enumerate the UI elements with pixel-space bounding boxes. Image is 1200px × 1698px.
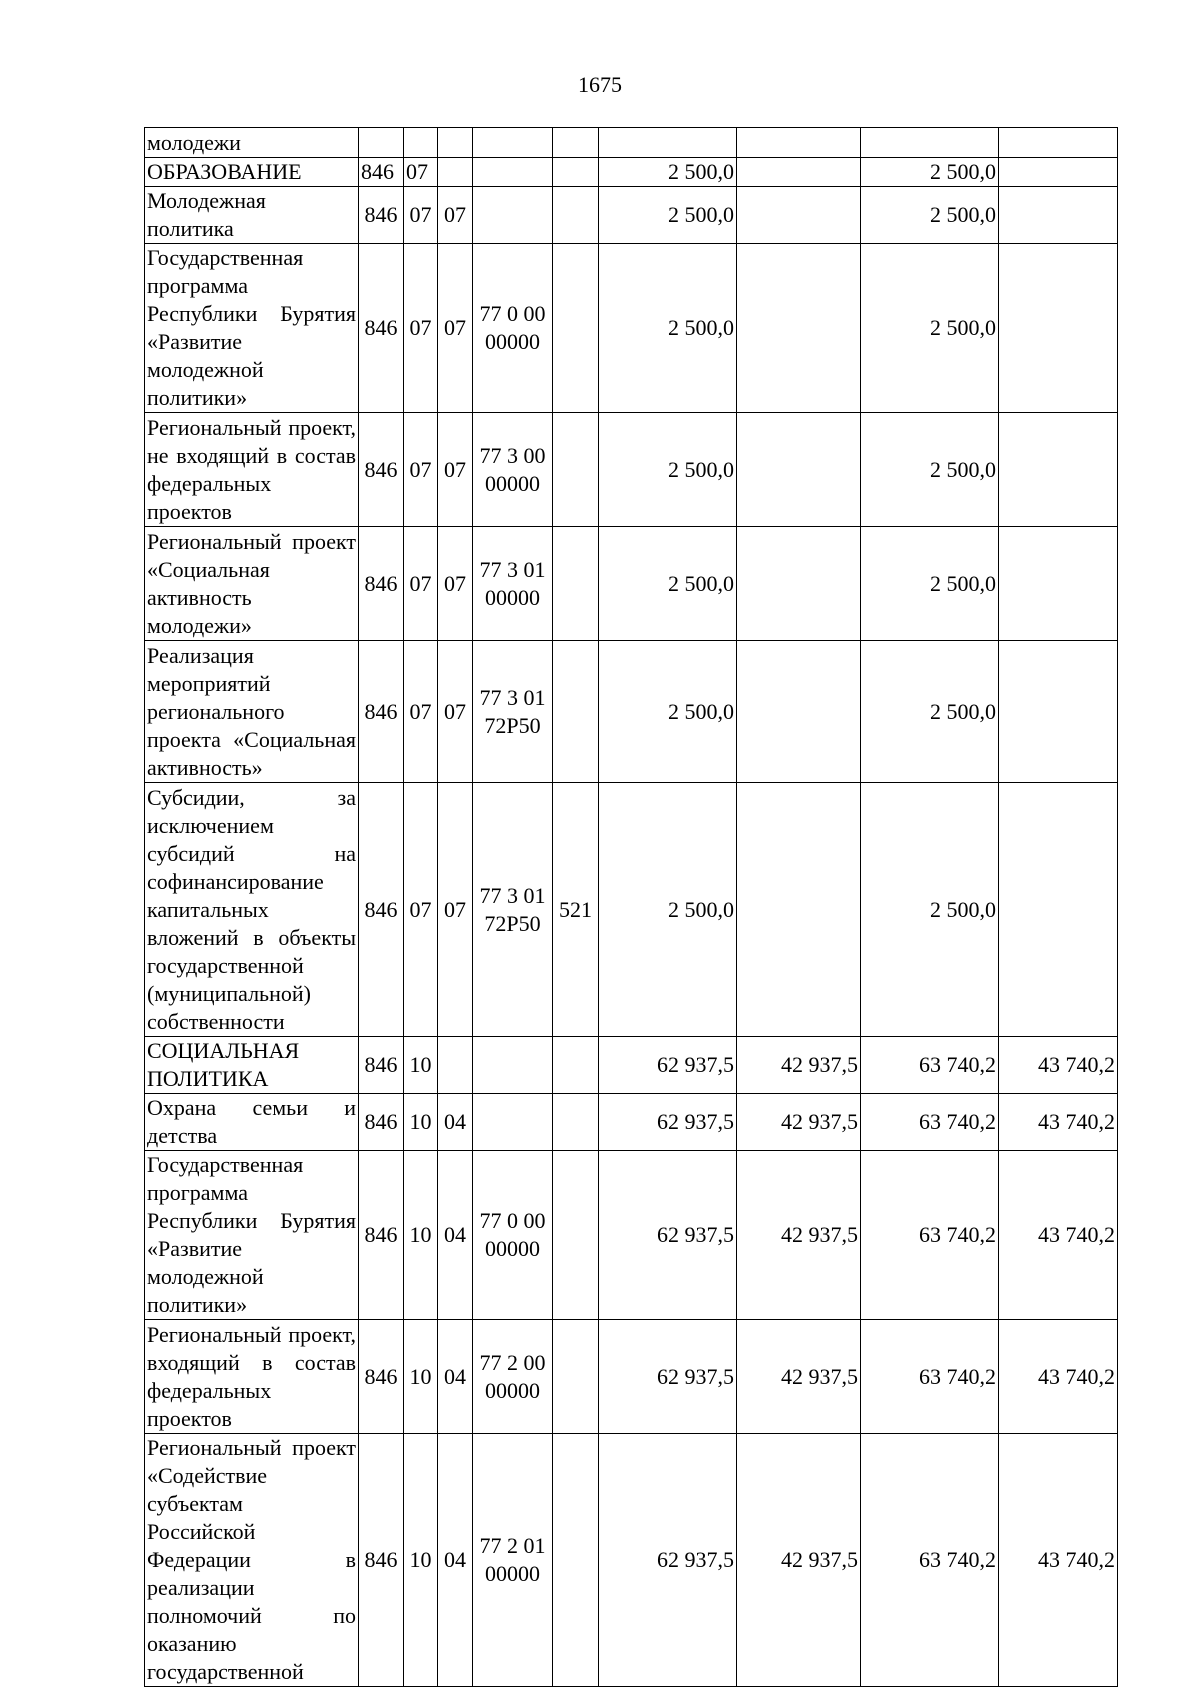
table-row xyxy=(145,783,1118,1037)
expense-type-cell: 521 xyxy=(553,783,599,1037)
target-article-cell xyxy=(473,128,553,158)
sum-4-cell: 43 740,2 xyxy=(999,1320,1118,1434)
sum-2-cell xyxy=(737,158,861,187)
sum-4-cell xyxy=(999,187,1118,244)
target-article-cell: 77 3 01 72Р50 xyxy=(473,783,553,1037)
sum-4-cell xyxy=(999,158,1118,187)
target-article-cell: 77 0 00 00000 xyxy=(473,1151,553,1320)
subsection-cell: 04 xyxy=(438,1151,473,1320)
target-article-cell xyxy=(473,1037,553,1094)
sum-4-cell: 43 740,2 xyxy=(999,1094,1118,1151)
subsection-cell: 04 xyxy=(438,1434,473,1687)
sum-3-cell: 2 500,0 xyxy=(861,413,999,527)
row-name: молодежи xyxy=(145,128,359,158)
sum-1-cell xyxy=(599,128,737,158)
subsection-cell xyxy=(438,1037,473,1094)
grbs-cell: 846 xyxy=(359,1037,404,1094)
expense-type-cell xyxy=(553,158,599,187)
sum-3-cell: 2 500,0 xyxy=(861,158,999,187)
target-article-cell: 77 3 00 00000 xyxy=(473,413,553,527)
section-cell: 07 xyxy=(404,413,438,527)
row-name: Региональный проект «Социальная активность молодежи» xyxy=(145,527,359,641)
subsection-cell: 04 xyxy=(438,1320,473,1434)
grbs-cell: 846 xyxy=(359,783,404,1037)
sum-1-cell: 2 500,0 xyxy=(599,527,737,641)
target-article-cell: 77 2 01 00000 xyxy=(473,1434,553,1687)
target-article-cell: 77 0 00 00000 xyxy=(473,244,553,413)
sum-3-cell: 2 500,0 xyxy=(861,527,999,641)
expense-type-cell xyxy=(553,187,599,244)
sum-1-cell: 2 500,0 xyxy=(599,783,737,1037)
table-row xyxy=(145,158,1118,187)
section-cell: 07 xyxy=(404,158,438,187)
sum-4-cell xyxy=(999,527,1118,641)
table-row xyxy=(145,128,1118,158)
target-article-cell: 77 3 01 00000 xyxy=(473,527,553,641)
sum-1-cell: 2 500,0 xyxy=(599,158,737,187)
section-cell xyxy=(404,128,438,158)
row-name: Региональный проект, входящий в состав федеральных проектов xyxy=(145,1320,359,1434)
sum-1-cell: 2 500,0 xyxy=(599,413,737,527)
table-row xyxy=(145,187,1118,244)
sum-2-cell xyxy=(737,641,861,783)
sum-2-cell xyxy=(737,244,861,413)
sum-2-cell: 42 937,5 xyxy=(737,1094,861,1151)
sum-2-cell: 42 937,5 xyxy=(737,1151,861,1320)
subsection-cell xyxy=(438,128,473,158)
row-name: Охрана семьи и детства xyxy=(145,1094,359,1151)
sum-2-cell: 42 937,5 xyxy=(737,1434,861,1687)
sum-3-cell: 2 500,0 xyxy=(861,244,999,413)
grbs-cell: 846 xyxy=(359,1320,404,1434)
target-article-cell xyxy=(473,187,553,244)
grbs-cell: 846 xyxy=(359,158,404,187)
grbs-cell: 846 xyxy=(359,1434,404,1687)
sum-1-cell: 62 937,5 xyxy=(599,1320,737,1434)
table-row xyxy=(145,413,1118,527)
expense-type-cell xyxy=(553,1037,599,1094)
target-article-cell: 77 3 01 72Р50 xyxy=(473,641,553,783)
row-name: Государственная программа Республики Бурятия «Развитие молодежной политики» xyxy=(145,1151,359,1320)
sum-3-cell: 2 500,0 xyxy=(861,641,999,783)
row-name: Государственная программа Республики Бурятия «Развитие молодежной политики» xyxy=(145,244,359,413)
expense-type-cell xyxy=(553,1094,599,1151)
sum-2-cell xyxy=(737,187,861,244)
row-name: Субсидии, за исключением субсидий на софинансирование капитальных вложений в объекты государственной (муниципальной) собственности xyxy=(145,783,359,1037)
grbs-cell: 846 xyxy=(359,641,404,783)
sum-2-cell xyxy=(737,527,861,641)
target-article-cell xyxy=(473,158,553,187)
sum-3-cell: 63 740,2 xyxy=(861,1094,999,1151)
section-cell: 10 xyxy=(404,1151,438,1320)
sum-3-cell: 63 740,2 xyxy=(861,1151,999,1320)
row-name: ОБРАЗОВАНИЕ xyxy=(145,158,359,187)
table-row xyxy=(145,1320,1118,1434)
sum-1-cell: 2 500,0 xyxy=(599,244,737,413)
subsection-cell: 07 xyxy=(438,413,473,527)
expense-type-cell xyxy=(553,413,599,527)
sum-1-cell: 2 500,0 xyxy=(599,187,737,244)
table-row xyxy=(145,1037,1118,1094)
row-name: Реализация мероприятий регионального проекта «Социальная активность» xyxy=(145,641,359,783)
subsection-cell: 04 xyxy=(438,1094,473,1151)
sum-2-cell xyxy=(737,783,861,1037)
sum-4-cell: 43 740,2 xyxy=(999,1037,1118,1094)
budget-table xyxy=(144,127,1118,1687)
section-cell: 10 xyxy=(404,1320,438,1434)
table-row xyxy=(145,1151,1118,1320)
row-name: Региональный проект «Содействие субъектам Российской Федерации в реализации полномочий по оказанию государственной xyxy=(145,1434,359,1687)
section-cell: 10 xyxy=(404,1094,438,1151)
sum-4-cell xyxy=(999,413,1118,527)
sum-1-cell: 62 937,5 xyxy=(599,1094,737,1151)
sum-2-cell xyxy=(737,413,861,527)
subsection-cell: 07 xyxy=(438,641,473,783)
target-article-cell: 77 2 00 00000 xyxy=(473,1320,553,1434)
section-cell: 10 xyxy=(404,1434,438,1687)
expense-type-cell xyxy=(553,244,599,413)
subsection-cell xyxy=(438,158,473,187)
row-name: Молодежная политика xyxy=(145,187,359,244)
expense-type-cell xyxy=(553,1320,599,1434)
sum-3-cell: 2 500,0 xyxy=(861,187,999,244)
grbs-cell: 846 xyxy=(359,187,404,244)
grbs-cell xyxy=(359,128,404,158)
sum-1-cell: 62 937,5 xyxy=(599,1151,737,1320)
sum-3-cell: 63 740,2 xyxy=(861,1320,999,1434)
section-cell: 07 xyxy=(404,187,438,244)
subsection-cell: 07 xyxy=(438,783,473,1037)
row-name: Региональный проект, не входящий в состав федеральных проектов xyxy=(145,413,359,527)
sum-1-cell: 62 937,5 xyxy=(599,1434,737,1687)
table-row xyxy=(145,244,1118,413)
target-article-cell xyxy=(473,1094,553,1151)
sum-2-cell: 42 937,5 xyxy=(737,1320,861,1434)
sum-4-cell xyxy=(999,244,1118,413)
sum-2-cell: 42 937,5 xyxy=(737,1037,861,1094)
grbs-cell: 846 xyxy=(359,527,404,641)
subsection-cell: 07 xyxy=(438,527,473,641)
table-row xyxy=(145,1094,1118,1151)
sum-1-cell: 62 937,5 xyxy=(599,1037,737,1094)
table-row xyxy=(145,527,1118,641)
section-cell: 10 xyxy=(404,1037,438,1094)
sum-4-cell xyxy=(999,641,1118,783)
sum-4-cell: 43 740,2 xyxy=(999,1151,1118,1320)
sum-3-cell xyxy=(861,128,999,158)
expense-type-cell xyxy=(553,1434,599,1687)
sum-4-cell xyxy=(999,783,1118,1037)
subsection-cell: 07 xyxy=(438,244,473,413)
grbs-cell: 846 xyxy=(359,1094,404,1151)
section-cell: 07 xyxy=(404,527,438,641)
grbs-cell: 846 xyxy=(359,413,404,527)
expense-type-cell xyxy=(553,641,599,783)
expense-type-cell xyxy=(553,1151,599,1320)
section-cell: 07 xyxy=(404,641,438,783)
section-cell: 07 xyxy=(404,244,438,413)
expense-type-cell xyxy=(553,527,599,641)
table-row xyxy=(145,641,1118,783)
sum-3-cell: 2 500,0 xyxy=(861,783,999,1037)
row-name: СОЦИАЛЬНАЯ ПОЛИТИКА xyxy=(145,1037,359,1094)
sum-4-cell xyxy=(999,128,1118,158)
grbs-cell: 846 xyxy=(359,1151,404,1320)
sum-3-cell: 63 740,2 xyxy=(861,1434,999,1687)
grbs-cell: 846 xyxy=(359,244,404,413)
expense-type-cell xyxy=(553,128,599,158)
sum-3-cell: 63 740,2 xyxy=(861,1037,999,1094)
sum-4-cell: 43 740,2 xyxy=(999,1434,1118,1687)
subsection-cell: 07 xyxy=(438,187,473,244)
sum-2-cell xyxy=(737,128,861,158)
sum-1-cell: 2 500,0 xyxy=(599,641,737,783)
page-number: 1675 xyxy=(578,72,622,97)
section-cell: 07 xyxy=(404,783,438,1037)
table-row xyxy=(145,1434,1118,1687)
